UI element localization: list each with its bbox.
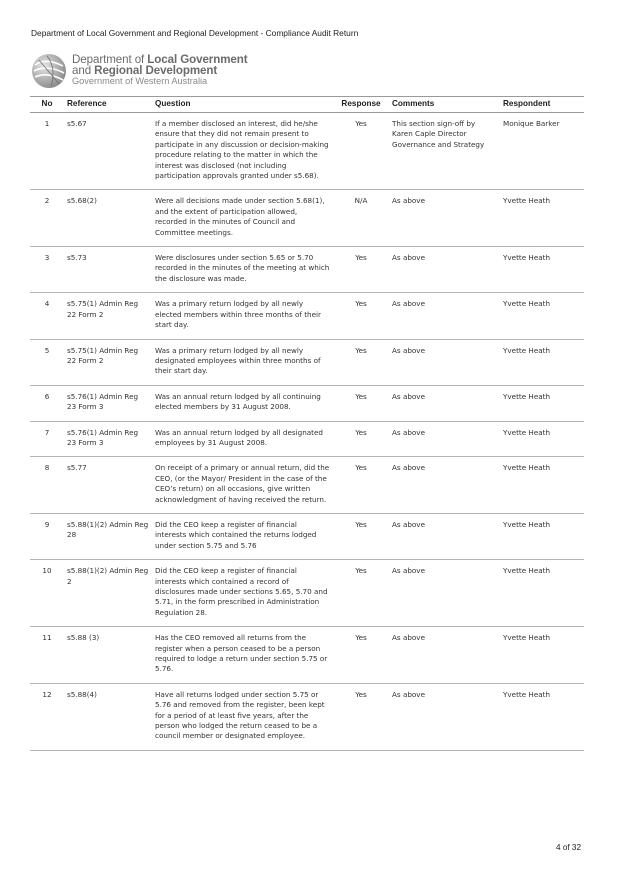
row-comments: As above	[389, 513, 500, 559]
row-comments: As above	[389, 385, 500, 421]
table-row	[30, 560, 584, 627]
row-respondent: Yvette Heath	[500, 339, 584, 385]
row-reference: s5.67	[64, 113, 152, 190]
row-question: Did the CEO keep a register of financial interests which contained a record of disclosures made under sections 5.65, 5.70 and 5.71, in the form prescribed in Administration Regulation 28.	[152, 560, 333, 627]
row-respondent: Yvette Heath	[500, 560, 584, 627]
table-row	[30, 385, 584, 421]
row-response: Yes	[333, 683, 389, 750]
row-comments: As above	[389, 457, 500, 514]
row-question: If a member disclosed an interest, did he/she ensure that they did not remain present to participate in any discussion or decision-making procedure relating to the matter in which the interest was disclosed (not including participation approvals granted under s5.68).	[152, 113, 333, 190]
row-comments: As above	[389, 421, 500, 457]
row-reference: s5.76(1) Admin Reg 23 Form 3	[64, 385, 152, 421]
table-row	[30, 247, 584, 293]
logo-line3: Government of Western Australia	[72, 76, 208, 86]
row-comments: As above	[389, 190, 500, 247]
row-question: Was a primary return lodged by all newly elected members within three months of their start day.	[152, 293, 333, 339]
row-response: N/A	[333, 190, 389, 247]
row-response: Yes	[333, 339, 389, 385]
row-number: 9	[30, 513, 64, 559]
row-comments: As above	[389, 339, 500, 385]
table-row	[30, 457, 584, 514]
column-header-no: No	[30, 97, 64, 113]
row-comments: This section sign-off by Karen Caple Director Governance and Strategy	[389, 113, 500, 190]
row-comments: As above	[389, 247, 500, 293]
row-respondent: Yvette Heath	[500, 683, 584, 750]
page-number: 4 of 32	[556, 843, 582, 852]
row-respondent: Yvette Heath	[500, 421, 584, 457]
table-row	[30, 293, 584, 339]
logo-line1-normal: Department of	[72, 53, 148, 66]
row-comments: As above	[389, 560, 500, 627]
row-number: 6	[30, 385, 64, 421]
table-row	[30, 421, 584, 457]
row-reference: s5.76(1) Admin Reg 23 Form 3	[64, 421, 152, 457]
row-comments: As above	[389, 683, 500, 750]
row-comments: As above	[389, 627, 500, 684]
row-respondent: Yvette Heath	[500, 247, 584, 293]
globe-logo-icon	[29, 51, 69, 91]
row-question: Was an annual return lodged by all continuing elected members by 31 August 2008.	[152, 385, 333, 421]
row-response: Yes	[333, 421, 389, 457]
row-response: Yes	[333, 385, 389, 421]
table-row	[30, 190, 584, 247]
table-row	[30, 339, 584, 385]
row-reference: s5.88(1)(2) Admin Reg 2	[64, 560, 152, 627]
table-row	[30, 683, 584, 750]
row-reference: s5.88 (3)	[64, 627, 152, 684]
row-number: 12	[30, 683, 64, 750]
document-header: Department of Local Government and Regional Development - Compliance Audit Return	[31, 28, 359, 38]
row-number: 1	[30, 113, 64, 190]
row-reference: s5.75(1) Admin Reg 22 Form 2	[64, 339, 152, 385]
row-response: Yes	[333, 113, 389, 190]
row-response: Yes	[333, 513, 389, 559]
row-number: 11	[30, 627, 64, 684]
row-question: Were all decisions made under section 5.68(1), and the extent of participation allowed, recorded in the minutes of Council and Committee meetings.	[152, 190, 333, 247]
column-header-respondent: Respondent	[500, 97, 584, 113]
table-header-row	[30, 97, 584, 113]
row-question: Were disclosures under section 5.65 or 5.70 recorded in the minutes of the meeting at which the disclosure was made.	[152, 247, 333, 293]
row-reference: s5.73	[64, 247, 152, 293]
row-number: 3	[30, 247, 64, 293]
row-respondent: Yvette Heath	[500, 457, 584, 514]
row-response: Yes	[333, 627, 389, 684]
row-question: Was an annual return lodged by all designated employees by 31 August 2008.	[152, 421, 333, 457]
table-row	[30, 113, 584, 190]
row-reference: s5.77	[64, 457, 152, 514]
row-respondent: Yvette Heath	[500, 190, 584, 247]
logo-line2-normal: and	[72, 64, 95, 77]
table-body	[30, 113, 584, 751]
column-header-question: Question	[152, 97, 333, 113]
row-number: 8	[30, 457, 64, 514]
column-header-comments: Comments	[389, 97, 500, 113]
row-respondent: Yvette Heath	[500, 627, 584, 684]
row-response: Yes	[333, 560, 389, 627]
row-number: 10	[30, 560, 64, 627]
logo-line2-bold: Regional Development	[94, 64, 218, 77]
row-number: 5	[30, 339, 64, 385]
logo-wordmark	[72, 54, 248, 87]
row-question: Did the CEO keep a register of financial interests which contained the returns lodged under section 5.75 and 5.76	[152, 513, 333, 559]
column-header-response: Response	[333, 97, 389, 113]
department-logo	[29, 51, 269, 91]
table-row	[30, 627, 584, 684]
row-reference: s5.68(2)	[64, 190, 152, 247]
row-question: On receipt of a primary or annual return, did the CEO, (or the Mayor/ President in the case of the CEO’s return) on all occasions, give written acknowledgment of having received the return.	[152, 457, 333, 514]
row-number: 7	[30, 421, 64, 457]
row-question: Has the CEO removed all returns from the register when a person ceased to be a person required to lodge a return under section 5.75 or 5.76.	[152, 627, 333, 684]
row-question: Have all returns lodged under section 5.75 or 5.76 and removed from the register, been kept for a period of at least five years, after the person who lodged the return ceased to be a council member or designated employee.	[152, 683, 333, 750]
row-respondent: Yvette Heath	[500, 385, 584, 421]
row-question: Was a primary return lodged by all newly designated employees within three months of their start day.	[152, 339, 333, 385]
row-number: 2	[30, 190, 64, 247]
row-reference: s5.88(1)(2) Admin Reg 28	[64, 513, 152, 559]
row-respondent: Yvette Heath	[500, 293, 584, 339]
column-header-reference: Reference	[64, 97, 152, 113]
row-respondent: Yvette Heath	[500, 513, 584, 559]
row-response: Yes	[333, 457, 389, 514]
row-comments: As above	[389, 293, 500, 339]
compliance-table	[30, 96, 584, 751]
table-row	[30, 513, 584, 559]
row-response: Yes	[333, 247, 389, 293]
row-reference: s5.88(4)	[64, 683, 152, 750]
row-respondent: Monique Barker	[500, 113, 584, 190]
row-response: Yes	[333, 293, 389, 339]
row-reference: s5.75(1) Admin Reg 22 Form 2	[64, 293, 152, 339]
logo-line1-bold: Local Government	[147, 53, 248, 66]
row-number: 4	[30, 293, 64, 339]
